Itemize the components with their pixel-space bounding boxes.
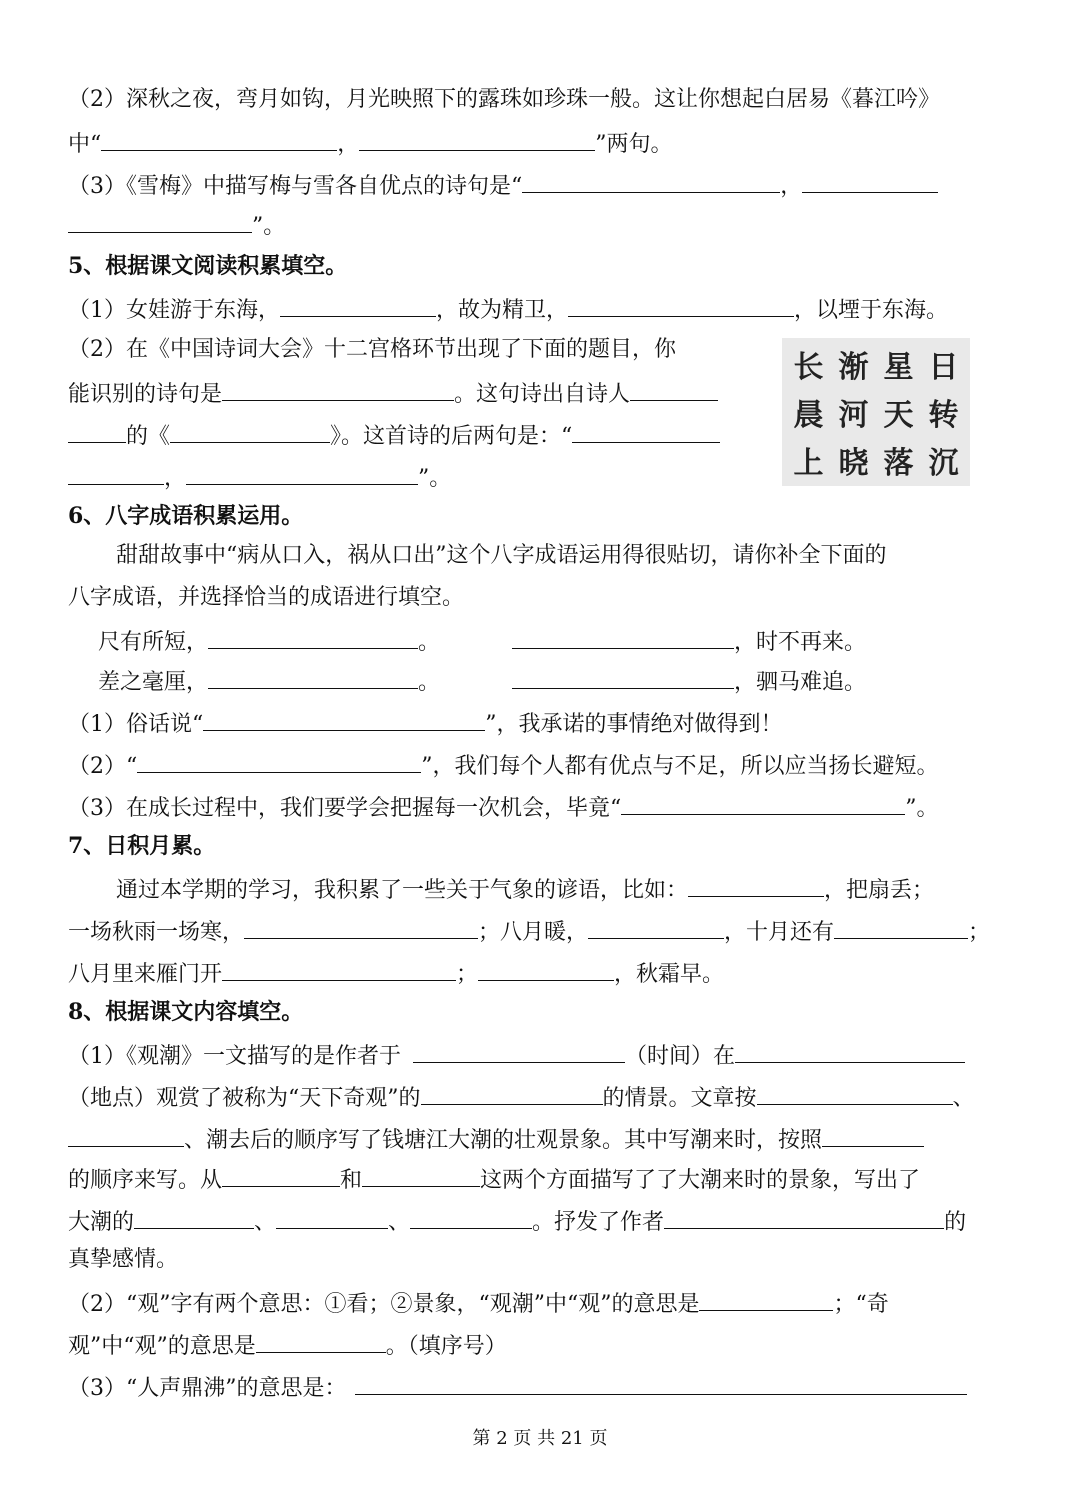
q8-text: 。抒发了作者 [532, 1210, 665, 1235]
q6-text: （3）在成长过程中，我们要学会把握每一次机会，毕竟“ [68, 796, 622, 821]
answer-blank[interactable] [478, 956, 614, 981]
answer-blank[interactable] [512, 624, 734, 649]
answer-blank[interactable] [101, 126, 337, 151]
grid-character: 沉 [928, 446, 959, 481]
q6-intro-line1 [116, 540, 887, 572]
q4-part3-line2 [68, 208, 285, 243]
answer-blank[interactable] [588, 914, 724, 939]
poem-character-grid [782, 338, 970, 486]
q4-text: ”。 [252, 214, 286, 239]
answer-blank[interactable] [203, 706, 485, 731]
q7-text: ，秋霜早。 [614, 962, 725, 987]
q5-text: ， [164, 466, 187, 491]
answer-blank[interactable] [222, 956, 456, 981]
q8-text: 大潮的 [68, 1210, 135, 1235]
q8-text: （1）《观潮》一文描写的是作者于 [68, 1044, 401, 1069]
answer-blank[interactable] [280, 292, 436, 317]
q7-line2 [68, 914, 990, 949]
q8-text: 这两个方面描写了了大潮来时的景象，写出了 [480, 1168, 921, 1193]
answer-blank[interactable] [735, 1038, 965, 1063]
q6-text: 尺有所短， [98, 630, 209, 655]
page-number: 第 2 页 共 21 页 [472, 1428, 608, 1449]
answer-blank[interactable] [834, 914, 968, 939]
q5-text: 能识别的诗句是 [68, 382, 223, 407]
answer-blank[interactable] [170, 418, 330, 443]
answer-blank[interactable] [421, 1080, 603, 1105]
q6-text: 八字成语，并选择恰当的成语进行填空。 [68, 585, 465, 610]
answer-blank[interactable] [68, 1122, 184, 1147]
q7-title: 7、日积月累。 [68, 833, 216, 859]
q8-text: 的情景。文章按 [602, 1086, 757, 1111]
grid-character: 河 [838, 398, 869, 433]
q5-part2-line1 [68, 334, 676, 366]
answer-blank[interactable] [664, 1204, 944, 1229]
answer-blank[interactable] [222, 1162, 340, 1187]
q6-text: 差之毫厘， [98, 670, 209, 695]
answer-blank[interactable] [186, 460, 418, 485]
q8-part1-line6 [68, 1244, 178, 1276]
q8-text: 和 [340, 1168, 363, 1193]
q7-text: ； [968, 920, 991, 945]
q6-text: ”，我们每个人都有优点与不足，所以应当扬长避短。 [421, 754, 939, 779]
q4-part2-line1 [68, 84, 940, 116]
q7-line3 [68, 956, 724, 991]
answer-blank[interactable] [512, 664, 734, 689]
answer-blank[interactable] [359, 126, 595, 151]
q6-text: 。 [418, 630, 441, 655]
grid-character: 转 [928, 398, 959, 433]
q4-text: （2）深秋之夜，弯月如钩，月光映照下的露珠如珍珠一般。这让你想起白居易《暮江吟》 [68, 87, 941, 112]
q6-text: （1）俗话说“ [68, 712, 204, 737]
answer-blank[interactable] [822, 1122, 924, 1147]
q5-text: （2）在《中国诗词大会》十二宫格环节出现了下面的题目，你 [68, 337, 676, 362]
q6-text: （2）“ [68, 754, 138, 779]
q8-part1-line4 [68, 1162, 920, 1197]
q6-title: 6、八字成语积累运用。 [68, 503, 304, 529]
q4-text: ， [337, 132, 360, 157]
q8-text: 观”中“观”的意思是 [68, 1334, 256, 1359]
q6-sentence1 [68, 706, 783, 741]
q5-text: 》。这首诗的后两句是：“ [330, 424, 573, 449]
answer-blank[interactable] [68, 418, 126, 443]
q5-part2-line3 [68, 418, 720, 453]
answer-blank[interactable] [208, 664, 418, 689]
q4-part2-line2 [68, 126, 673, 161]
q7-text: ，十月还有 [724, 920, 835, 945]
q7-text: 一场秋雨一场寒， [68, 920, 245, 945]
grid-character: 星 [883, 350, 914, 385]
grid-character: 长 [793, 350, 824, 385]
answer-blank[interactable] [630, 376, 718, 401]
answer-blank[interactable] [413, 1038, 625, 1063]
q5-part2-line4 [68, 460, 451, 495]
q8-part2-line1 [68, 1286, 889, 1321]
q8-text: （3）“人声鼎沸”的意思是： [68, 1376, 347, 1401]
answer-blank[interactable] [410, 1204, 532, 1229]
answer-blank[interactable] [355, 1370, 967, 1395]
answer-blank[interactable] [222, 376, 454, 401]
answer-blank[interactable] [244, 914, 478, 939]
q4-text: （3）《雪梅》中描写梅与雪各自优点的诗句是“ [68, 174, 523, 199]
q8-part1-line2 [68, 1080, 975, 1115]
q5-part2-line2 [68, 376, 718, 411]
q8-text: 、潮去后的顺序写了钱塘江大潮的壮观景象。其中写潮来时，按照 [184, 1128, 823, 1153]
answer-blank[interactable] [137, 748, 421, 773]
q8-part1-line3 [68, 1122, 924, 1157]
q6-text: ，时不再来。 [734, 630, 867, 655]
q8-text: 的顺序来写。从 [68, 1168, 223, 1193]
q8-text: ；“奇 [833, 1292, 889, 1317]
q7-text: ，把扇丢； [824, 878, 935, 903]
grid-character: 天 [883, 398, 914, 433]
grid-character: 上 [793, 446, 824, 481]
answer-blank[interactable] [568, 292, 794, 317]
answer-blank[interactable] [134, 1204, 254, 1229]
answer-blank[interactable] [621, 790, 905, 815]
q8-text: （2）“观”字有两个意思：①看；②景象，“观潮”中“观”的意思是 [68, 1292, 700, 1317]
grid-character: 渐 [838, 350, 869, 385]
grid-character: 落 [883, 446, 914, 481]
q8-text: 真挚感情。 [68, 1247, 179, 1272]
q6-idiom-row2 [98, 664, 866, 699]
answer-blank[interactable] [572, 418, 720, 443]
q5-text: ”。 [418, 466, 452, 491]
answer-blank[interactable] [802, 168, 938, 193]
q5-text: 。这句诗出自诗人 [454, 382, 631, 407]
q8-part1-line1 [68, 1038, 965, 1073]
q5-part1 [68, 292, 948, 327]
answer-blank[interactable] [699, 1286, 833, 1311]
q6-idiom-row1 [98, 624, 866, 659]
q4-text: ， [780, 174, 803, 199]
q6-intro-line2 [68, 582, 464, 614]
q4-part3-line1 [68, 168, 938, 203]
q6-text: 。 [418, 670, 441, 695]
answer-blank[interactable] [757, 1080, 953, 1105]
answer-blank[interactable] [688, 872, 824, 897]
q7-text: ； [456, 962, 479, 987]
answer-blank[interactable] [68, 460, 164, 485]
q5-text: ，故为精卫， [436, 298, 569, 323]
q8-text: 、 [388, 1210, 411, 1235]
q5-title: 5、根据课文阅读积累填空。 [68, 253, 348, 279]
answer-blank[interactable] [362, 1162, 480, 1187]
q5-text: ，以堙于东海。 [794, 298, 949, 323]
q7-text: ；八月暖， [478, 920, 589, 945]
q8-part2-line2 [68, 1328, 507, 1363]
q6-text: 甜甜故事中“病从口入，祸从口出”这个八字成语运用得很贴切，请你补全下面的 [116, 543, 887, 568]
q6-text: ，驷马难追。 [734, 670, 867, 695]
q7-line1 [116, 872, 934, 907]
q4-text: ”两句。 [595, 132, 673, 157]
grid-character: 日 [928, 350, 959, 385]
q5-text: （1）女娃游于东海， [68, 298, 280, 323]
q8-text: 。（填序号） [385, 1334, 507, 1359]
answer-blank[interactable] [208, 624, 418, 649]
answer-blank[interactable] [522, 168, 780, 193]
q4-text: 中“ [68, 132, 102, 157]
q6-text: ”。 [905, 796, 939, 821]
q8-part1-line5 [68, 1204, 966, 1239]
q8-text: （地点）观赏了被称为“天下奇观”的 [68, 1086, 421, 1111]
q6-sentence3 [68, 790, 939, 825]
grid-character: 晨 [793, 398, 824, 433]
q5-text: 的《 [126, 424, 171, 449]
answer-blank[interactable] [68, 208, 252, 233]
q8-title: 8、根据课文内容填空。 [68, 999, 304, 1025]
q8-text: （时间）在 [625, 1044, 736, 1069]
q8-text: 、 [254, 1210, 277, 1235]
q6-sentence2 [68, 748, 939, 783]
q8-part3-line1 [68, 1370, 967, 1405]
q8-text: 、 [952, 1086, 975, 1111]
answer-blank[interactable] [276, 1204, 388, 1229]
q8-text: 的 [944, 1210, 967, 1235]
q7-text: 通过本学期的学习，我积累了一些关于气象的谚语，比如： [116, 878, 689, 903]
grid-character: 晓 [838, 446, 869, 481]
q6-text: ”，我承诺的事情绝对做得到！ [485, 712, 783, 737]
q7-text: 八月里来雁门开 [68, 962, 223, 987]
answer-blank[interactable] [256, 1328, 386, 1353]
